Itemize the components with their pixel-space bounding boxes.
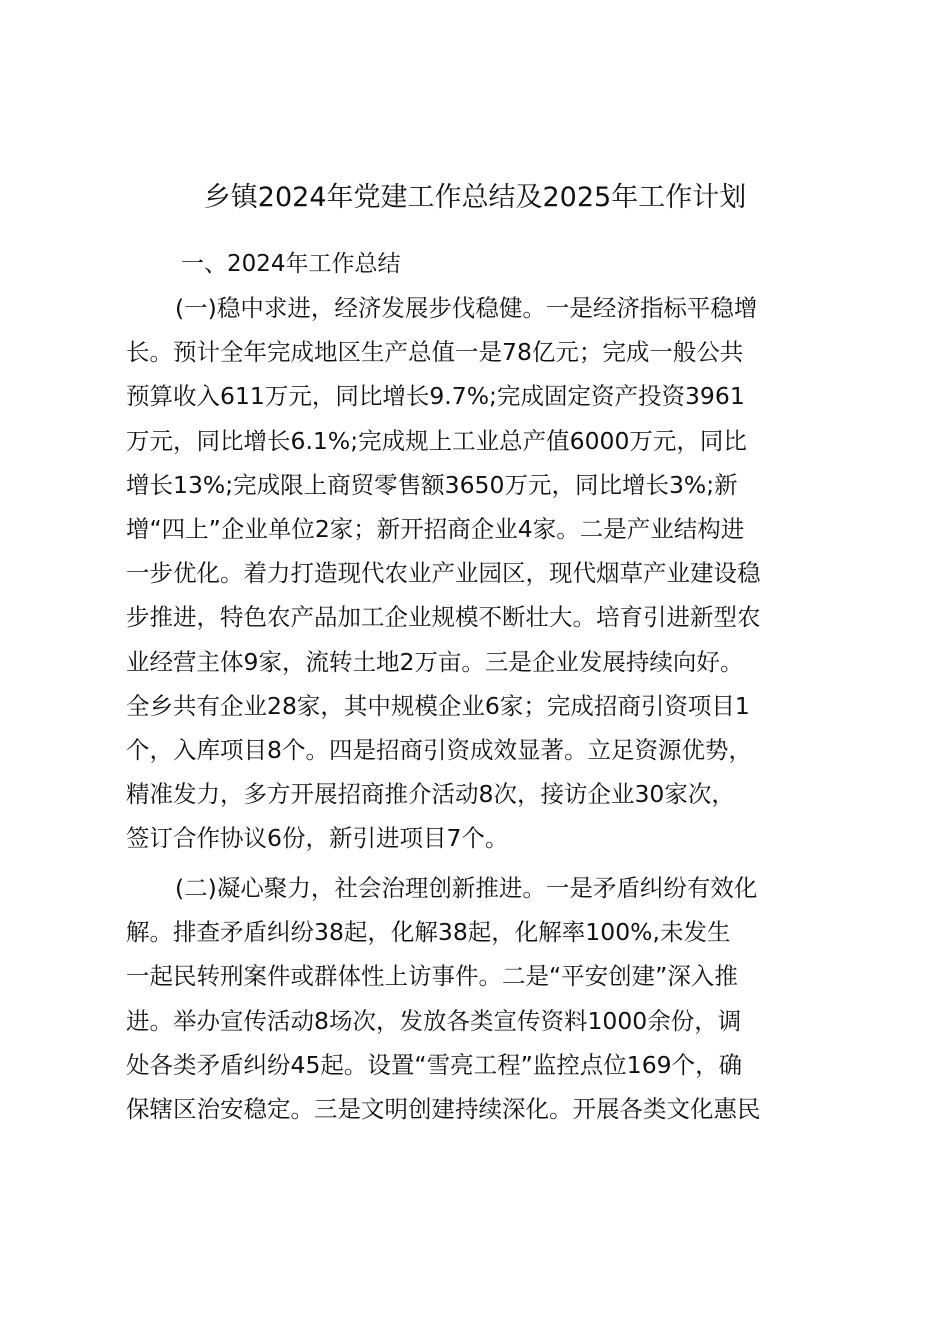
paragraph-line: 业经营主体9家，流转土地2万亩。三是企业发展持续向好。 [126,647,744,676]
paragraph-line: 长。预计全年完成地区生产总值一是78亿元；完成一般公共 [126,338,744,367]
paragraph-line: 万元，同比增长6.1%;完成规上工业总产值6000万元，同比 [126,426,747,455]
paragraph-line: 解。排查矛盾纠纷38起，化解38起，化解率100%,未发生 [126,918,731,947]
document-title: 乡镇2024年党建工作总结及2025年工作计划 [203,182,747,213]
paragraph-line: 精准发力，多方开展招商推介活动8次，接访企业30家次， [126,780,735,809]
paragraph-line: 增“四上”企业单位2家；新开招商企业4家。二是产业结构进 [126,514,745,543]
paragraph-line: 进。举办宣传活动8场次，发放各类宣传资料1000余份，调 [126,1006,742,1035]
paragraph-line: 保辖区治安稳定。三是文明创建持续深化。开展各类文化惠民 [126,1094,761,1123]
paragraph-line: 一步优化。着力打造现代农业产业园区，现代烟草产业建设稳 [126,559,761,588]
section-heading: 一、2024年工作总结 [181,251,401,277]
paragraph-line: (二)凝心聚力，社会治理创新推进。一是矛盾纠纷有效化 [175,874,758,902]
paragraph-governance [126,866,831,1131]
paragraph-economy [126,286,831,860]
paragraph-line: 增长13%;完成限上商贸零售额3650万元，同比增长3%;新 [126,470,738,499]
paragraph-line: 处各类矛盾纠纷45起。设置“雪亮工程”监控点位169个，确 [126,1050,743,1079]
paragraph-line: 预算收入611万元，同比增长9.7%;完成固定资产投资3961 [126,382,745,411]
paragraph-line: (一)稳中求进，经济发展步伐稳健。一是经济指标平稳增 [175,294,758,322]
paragraph-line: 个，入库项目8个。四是招商引资成效显著。立足资源优势， [126,735,752,764]
paragraph-line: 一起民转刑案件或群体性上访事件。二是“平安创建”深入推 [126,962,738,991]
paragraph-line: 步推进，特色农产品加工企业规模不断壮大。培育引进新型农 [126,603,761,632]
paragraph-line: 全乡共有企业28家，其中规模企业6家；完成招商引资项目1 [126,691,750,720]
paragraph-line: 签订合作协议6份，新引进项目7个。 [126,824,509,853]
